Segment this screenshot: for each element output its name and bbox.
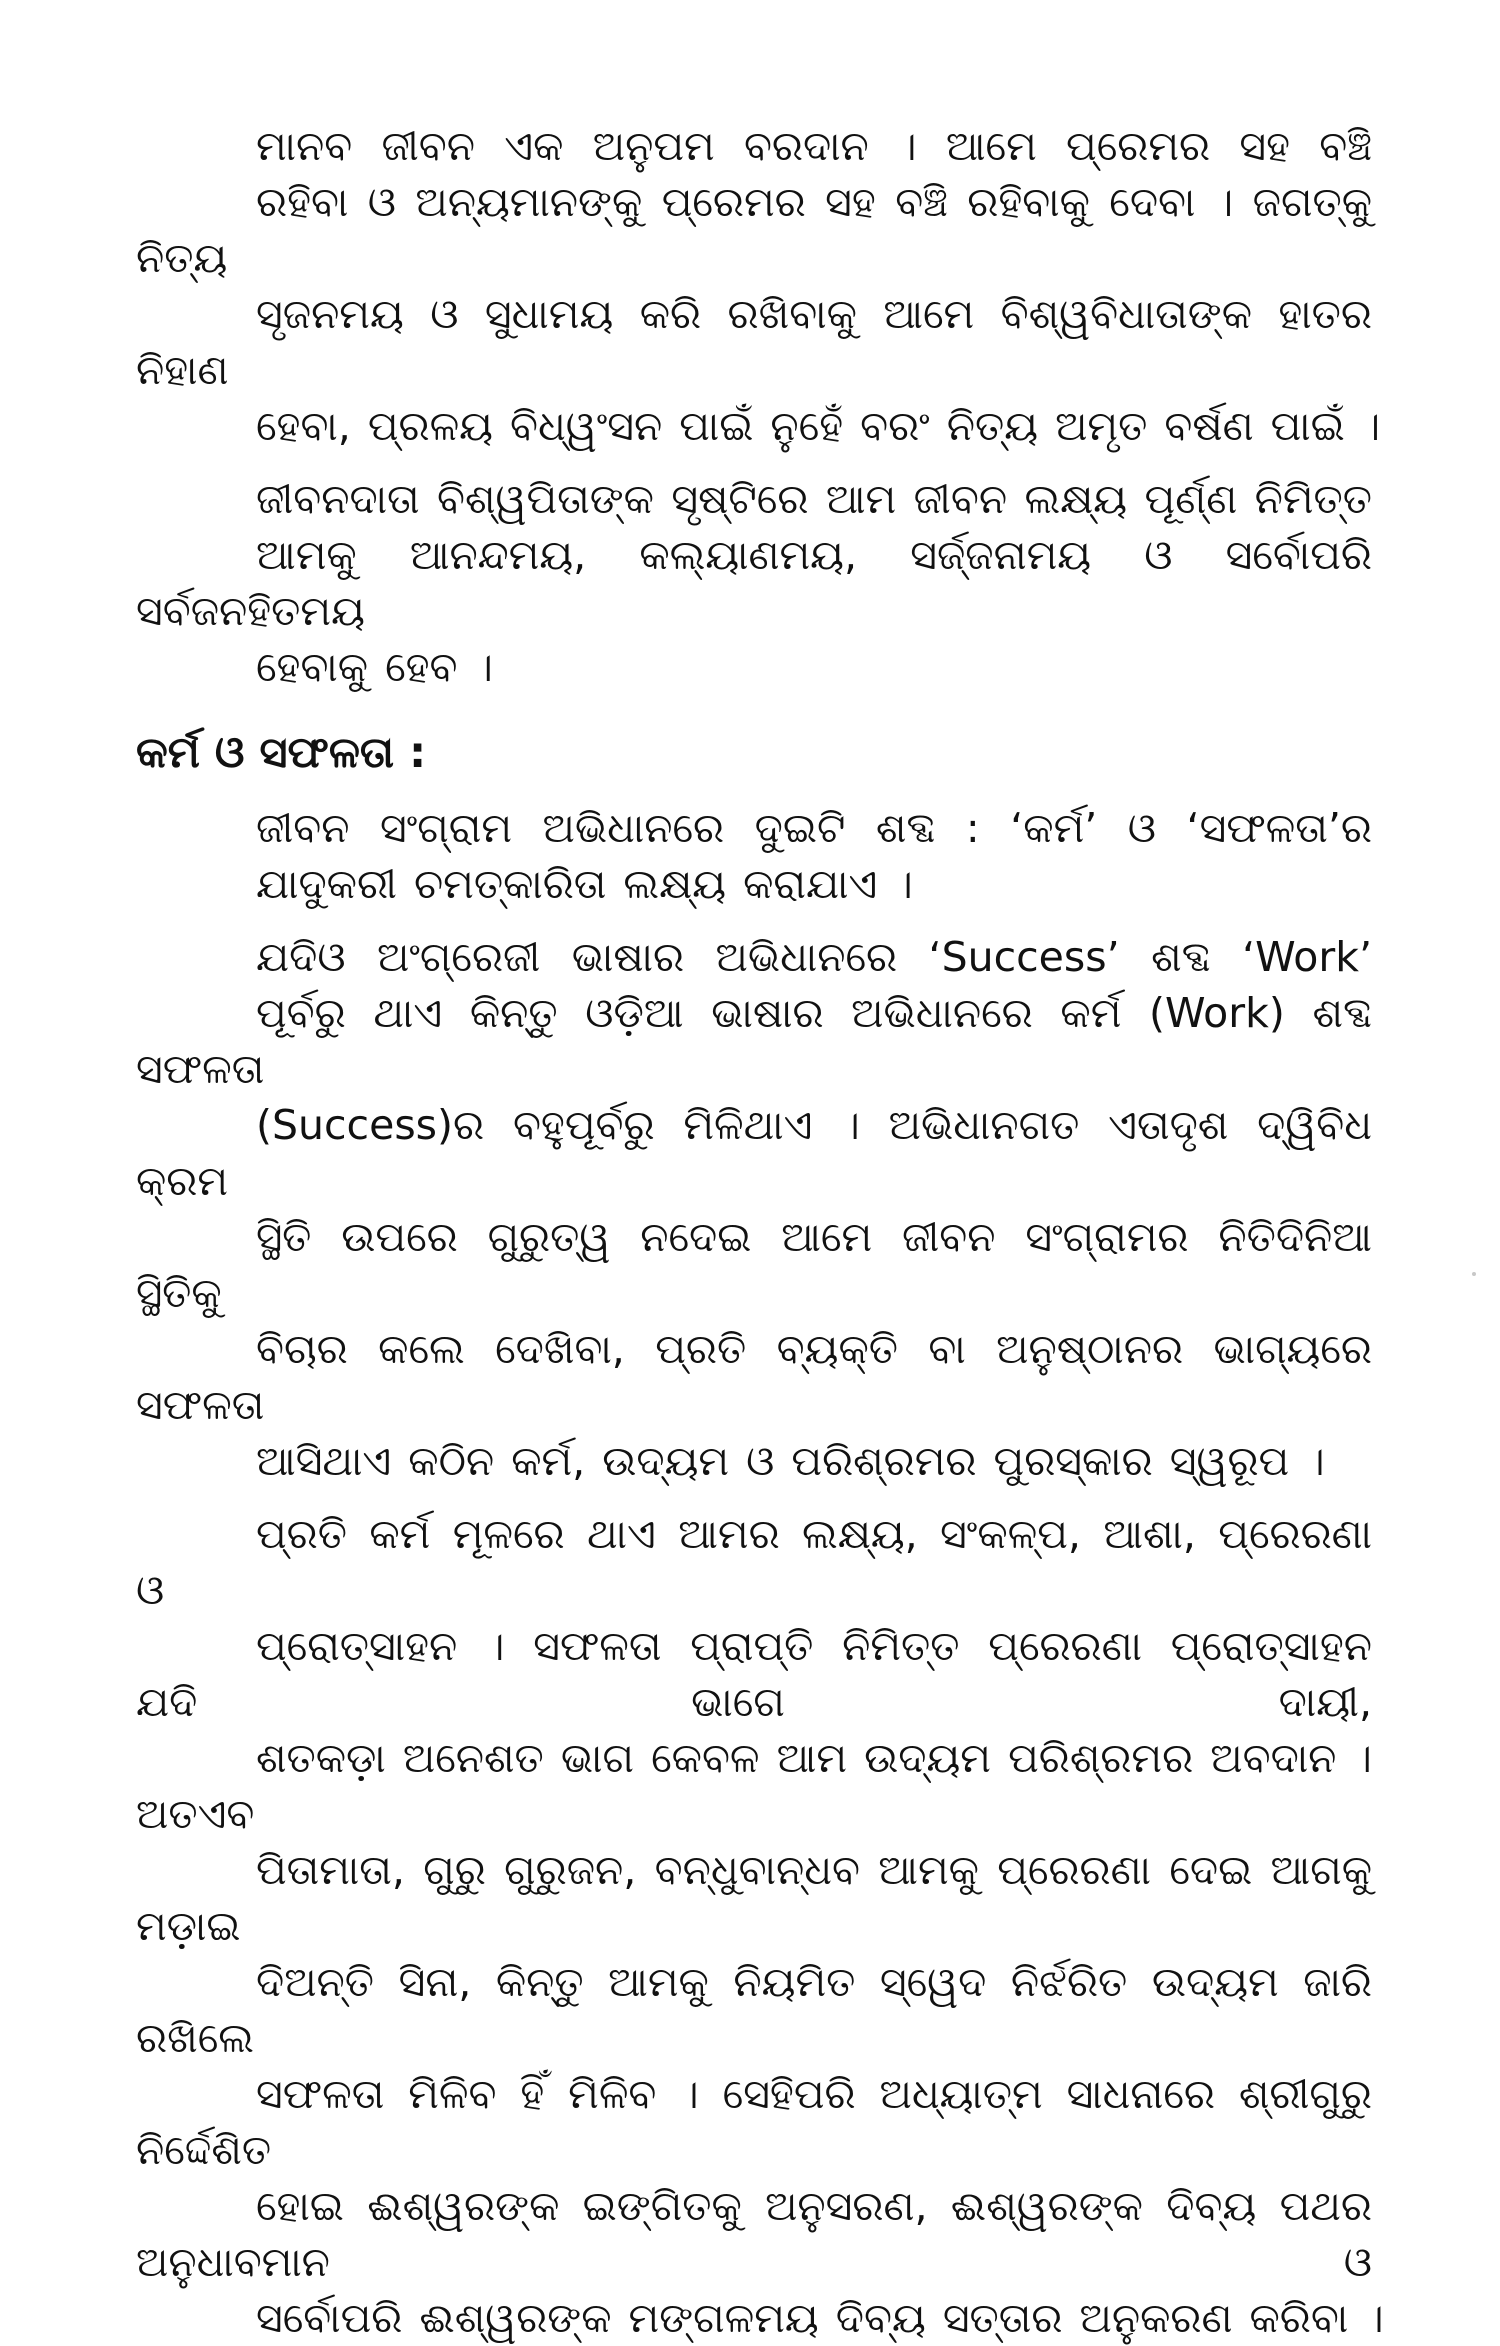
- text-line: ରହିବା ଓ ଅନ୍ୟମାନଙ୍କୁ ପ୍ରେମର ସହ ବଞ୍ଚି ରହିବାକୁ ଦେବା । ଜଗତ୍‌କୁ ନିତ୍ୟ: [136, 178, 1372, 282]
- text-line: ପୂର୍ବରୁ ଥାଏ କିନ୍ତୁ ଓଡ଼ିଆ ଭାଷାର ଅଭିଧାନରେ କର୍ମ (Work) ଶବ୍ଦ ସଫଳତା: [136, 989, 1372, 1093]
- text-line: ସ୍ଥିତି ଉପରେ ଗୁରୁତ୍ୱ ନଦେଇ ଆମେ ଜୀବନ ସଂଗ୍ରାମର ନିତିଦିନିଆ ସ୍ଥିତିକୁ: [136, 1213, 1372, 1317]
- paragraph-2: [136, 471, 1372, 695]
- text-line: ବିଚାର କଲେ ଦେଖିବା, ପ୍ରତି ବ୍ୟକ୍ତି ବା ଅନୁଷ୍ଠାନର ଭାଗ୍ୟରେ ସଫଳତା: [136, 1325, 1372, 1429]
- text-line: ସର୍ବୋପରି ଈଶ୍ୱରଙ୍କ ମଙ୍ଗଳମୟ ଦିବ୍ୟ ସତ୍ତାର ଅନୁକରଣ କରିବା ।: [256, 2294, 1384, 2342]
- text-line: ପ୍ରତି କର୍ମ ମୂଳରେ ଥାଏ ଆମର ଲକ୍ଷ୍ୟ, ସଂକଳ୍ପ, ଆଶା, ପ୍ରେରଣା ଓ: [136, 1510, 1372, 1614]
- text-line: ଶତକଡ଼ା ଅନେଶତ ଭାଗ କେବଳ ଆମ ଉଦ୍ୟମ ପରିଶ୍ରମର ଅବଦାନ । ଅତଏବ: [136, 1734, 1372, 1838]
- text-line: ଯାଦୁକରୀ ଚମତ୍କାରିତା ଲକ୍ଷ୍ୟ କରାଯାଏ ।: [256, 860, 913, 908]
- text-line: ହୋଇ ଈଶ୍ୱରଙ୍କ ଇଙ୍ଗିତକୁ ଅନୁସରଣ, ଈଶ୍ୱରଙ୍କ ଦିବ୍ୟ ପଥର ଅନୁଧାବମାନ ଓ: [136, 2182, 1372, 2286]
- text-line: ଯଦିଓ ଅଂଗ୍ରେଜୀ ଭାଷାର ଅଭିଧାନରେ ‘Success’ ଶବ୍ଦ ‘Work’: [256, 933, 1372, 981]
- text-line: (Success)ର ବହୁପୂର୍ବରୁ ମିଳିଥାଏ । ଅଭିଧାନଗତ ଏତାଦୃଶ ଦ୍ୱିବିଧ କ୍ରମ: [136, 1101, 1372, 1205]
- text-line: ଆମକୁ ଆନନ୍ଦମୟ, କଲ୍ୟାଣମୟ, ସର୍ଜ୍ଜନାମୟ ଓ ସର୍ବୋପରି ସର୍ବଜନହିତମୟ: [136, 531, 1372, 635]
- text-line: ସୃଜନମୟ ଓ ସୁଧାମୟ କରି ରଖିବାକୁ ଆମେ ବିଶ୍ୱବିଧାତାଙ୍କ ହାତର ନିହାଣ: [136, 290, 1372, 394]
- text-line: ଜୀବନ ସଂଗ୍ରାମ ଅଭିଧାନରେ ଦୁଇଟି ଶବ୍ଦ : ‘କର୍ମ’ ଓ ‘ସଫଳତା’ର: [256, 804, 1372, 852]
- paragraph-5: [136, 1506, 1384, 2346]
- paragraph-4: [136, 929, 1372, 1489]
- text-line: ପିତାମାତା, ଗୁରୁ ଗୁରୁଜନ, ବନ୍ଧୁବାନ୍ଧବ ଆମକୁ ପ୍ରେରଣା ଦେଇ ଆଗକୁ ମଡ଼ାଇ: [136, 1846, 1372, 1950]
- text-line: ସଫଳତା ମିଳିବ ହିଁ ମିଳିବ । ସେହିପରି ଅଧ୍ୟାତ୍ମ ସାଧନାରେ ଶ୍ରୀଗୁରୁ ନିର୍ଦ୍ଦେଶିତ: [136, 2070, 1372, 2174]
- text-line: ମାନବ ଜୀବନ ଏକ ଅନୁପମ ବରଦାନ । ଆମେ ପ୍ରେମର ସହ ବଞ୍ଚି: [256, 122, 1372, 170]
- scan-speck: [1472, 1272, 1476, 1276]
- text-line: ପ୍ରୋତ୍ସାହନ । ସଫଳତା ପ୍ରାପ୍ତି ନିମିତ୍ତ ପ୍ରେରଣା ପ୍ରୋତ୍ସାହନ ଯଦି ଭାଗେ ଦାୟୀ,: [136, 1622, 1372, 1726]
- paragraph-3: [136, 800, 1372, 912]
- paragraph-1: [136, 118, 1381, 454]
- text-line: ଦିଅନ୍ତି ସିନା, କିନ୍ତୁ ଆମକୁ ନିୟମିତ ସ୍ୱେଦ ନିର୍ଝରିତ ଉଦ୍ୟମ ଜାରି ରଖିଲେ: [136, 1958, 1372, 2062]
- text-line: ହେବାକୁ ହେବ ।: [256, 643, 493, 691]
- text-line: ଜୀବନଦାତା ବିଶ୍ୱପିତାଙ୍କ ସୃଷ୍ଟିରେ ଆମ ଜୀବନ ଲକ୍ଷ୍ୟ ପୂର୍ଣ୍ଣ ନିମିତ୍ତ: [256, 475, 1372, 523]
- text-line: ଆସିଥାଏ କଠିନ କର୍ମ, ଉଦ୍ୟମ ଓ ପରିଶ୍ରମର ପୁରସ୍କାର ସ୍ୱରୂପ ।: [256, 1437, 1325, 1485]
- text-line: ହେବା, ପ୍ରଳୟ ବିଧ୍ୱଂସନ ପାଇଁ ନୁହେଁ ବରଂ ନିତ୍ୟ ଅମୃତ ବର୍ଷଣ ପାଇଁ ।: [256, 402, 1381, 450]
- section-heading: କର୍ମ ଓ ସଫଳତା :: [136, 728, 427, 778]
